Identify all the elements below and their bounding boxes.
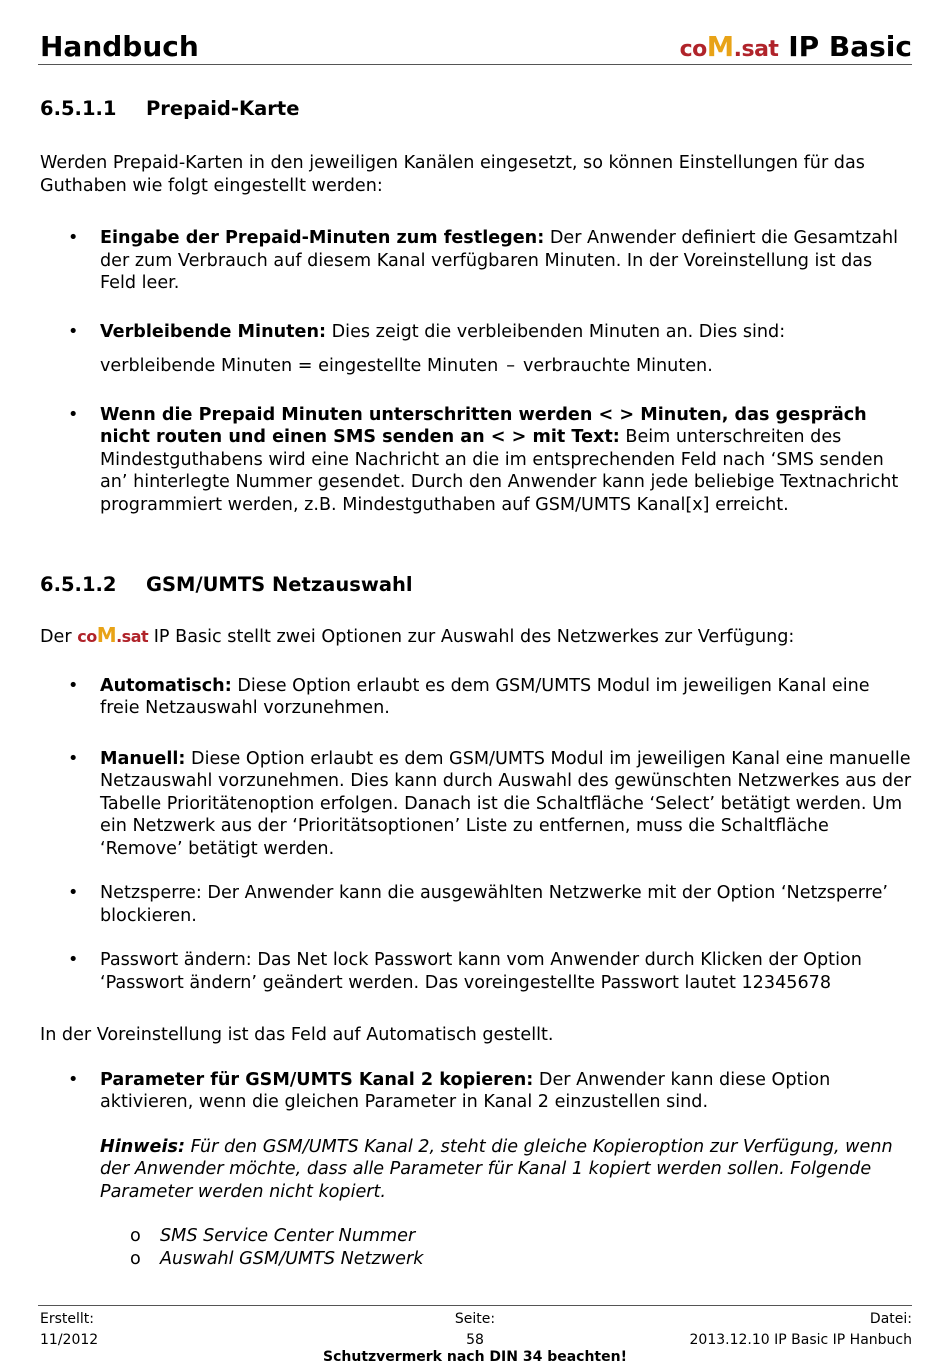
footer-created: Erstellt: 11/2012 [40,1311,99,1348]
header-divider [38,64,912,65]
header-product: IP Basic [788,30,912,63]
comsat-logo: coM.sat [679,31,779,63]
prepaid-intro: Werden Prepaid-Karten in den jeweiligen Kanälen eingesetzt, so können Einstellungen für das Guthaben wie folgt eingestellt werden: [40,153,865,196]
copy-list [40,1069,912,1114]
header-title: Handbuch [40,30,199,63]
section-heading-netzauswahl: 6.5.1.2 GSM/UMTS Netzauswahl [40,573,413,596]
page-content [40,96,912,1270]
header-brand [680,30,912,63]
not-copied-list [40,1225,912,1270]
list-item: • Verbleibende Minuten: Dies zeigt die verbleibenden Minuten an. Dies sind: [40,321,912,344]
list-item: • Eingabe der Prepaid-Minuten zum festlegen: Der Anwender definiert die Gesamtzahl der zum Verbrauch auf diesem Kanal verfügbaren Minuten. In der Voreinstellung ist das Feld leer. [40,227,912,295]
hint-note: Hinweis: Für den GSM/UMTS Kanal 2, steht die gleiche Kopieroption zur Verfügung, wenn der Anwender möchte, dass alle Parameter für Kanal 1 kopiert werden sollen. Folgende Parameter werden nicht kopiert. [100,1136,893,1202]
list-item: • Netzsperre: Der Anwender kann die ausgewählten Netzwerke mit der Option ‘Netzsperre’ blockieren. [40,882,912,927]
netzauswahl-intro: Der coM.sat IP Basic stellt zwei Optionen zur Auswahl des Netzwerkes zur Verfügung: [40,623,795,647]
prepaid-list-3 [40,404,912,517]
list-item: o Auswahl GSM/UMTS Netzwerk [40,1248,912,1271]
minutes-formula: verbleibende Minuten = eingestellte Minuten – verbrauchte Minuten. [100,356,713,376]
list-item: • Wenn die Prepaid Minuten unterschritten werden < > Minuten, das gespräch nicht routen und einen SMS senden an < > mit Text: Beim unterschreiten des Mindestguthabens wird eine Nachricht an die im entsprechenden Feld nach ‘SMS senden an’ hinterlegte Nummer gesendet. Durch den Anwender kann jede beliebige Textnachricht programmiert werden, z.B. Mindestguthaben auf GSM/UMTS Kanal[x] erreicht. [40,404,912,517]
footer-notice: Schutzvermerk nach DIN 34 beachten! [323,1349,627,1365]
list-item: • Passwort ändern: Das Net lock Passwort kann vom Anwender durch Klicken der Option ‘Passwort ändern’ geändert werden. Das voreingestellte Passwort lautet 12345678 [40,949,912,994]
list-item: • Automatisch: Diese Option erlaubt es dem GSM/UMTS Modul im jeweiligen Kanal eine freie Netzauswahl vorzunehmen. [40,675,912,720]
comsat-logo-inline: coM.sat [77,623,149,647]
netzauswahl-list [40,675,912,995]
list-item: o SMS Service Center Nummer [40,1225,912,1248]
list-item: • Manuell: Diese Option erlaubt es dem GSM/UMTS Modul im jeweiligen Kanal eine manuelle Netzauswahl vorzunehmen. Dies kann durch Auswahl des gewünschten Netzwerkes aus der Tabelle Prioritätenoption erfolgen. Danach ist die Schaltfläche ‘Select’ betätigt werden. Um ein Netzwerk aus der ‘Prioritätsoptionen’ Liste zu entfernen, muss die Schaltfläche ‘Remove’ betätigt werden. [40,748,912,861]
prepaid-list-2 [40,321,912,344]
footer-divider [38,1305,912,1306]
default-note: In der Voreinstellung ist das Feld auf Automatisch gestellt. [40,1025,554,1045]
footer-file: Datei: 2013.12.10 IP Basic IP Hanbuch [689,1311,912,1348]
section-heading-prepaid: 6.5.1.1 Prepaid-Karte [40,97,300,120]
footer-page: Seite: 58 [454,1311,496,1348]
prepaid-list [40,227,912,295]
list-item: • Parameter für GSM/UMTS Kanal 2 kopieren: Der Anwender kann diese Option aktivieren, wenn die gleichen Parameter in Kanal 2 einzustellen sind. [40,1069,912,1114]
